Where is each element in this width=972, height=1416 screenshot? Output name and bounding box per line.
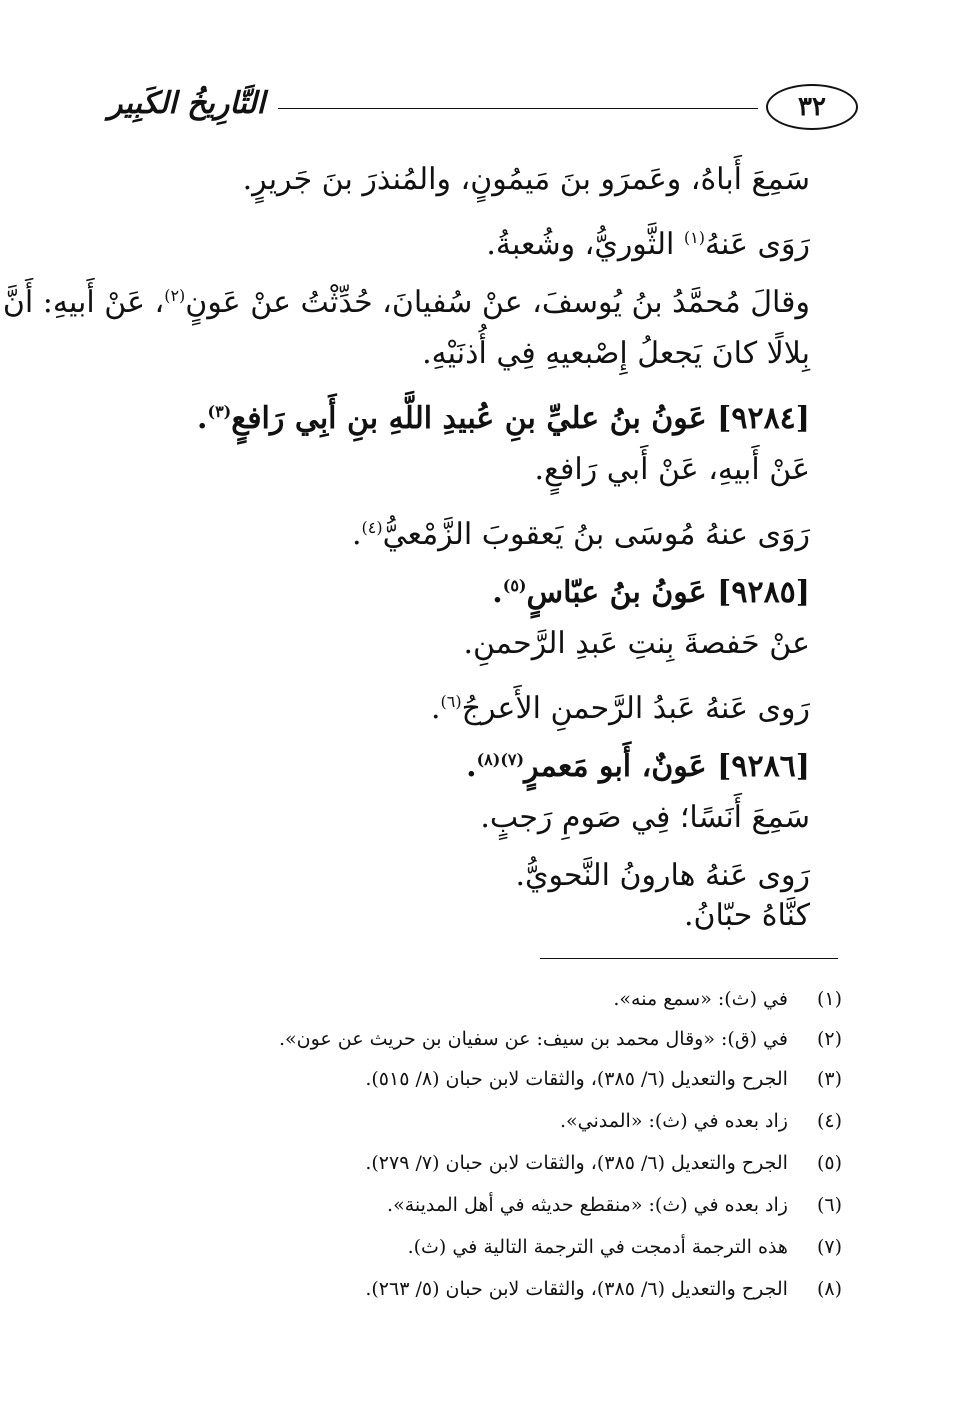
text-line: عنْ حَفصةَ بِنتِ عَبدِ الرَّحمنِ. bbox=[463, 626, 810, 661]
text-line: رَوى عَنهُ عَبدُ الرَّحمنِ الأَعرجُ$^{(٦)}$. bbox=[431, 691, 810, 726]
text-line: عَنْ أَبيهِ، عَنْ أَبي رَافعٍ. bbox=[534, 452, 810, 487]
footnote-ref: (٢) bbox=[164, 286, 186, 305]
footnote: (٥) الجرح والتعديل (٦/ ٣٨٥)، والثقات لابن حبان (٧/ ٢٧٩). bbox=[365, 1152, 842, 1174]
book-title: التَّارِيخُ الكَبِير bbox=[108, 86, 266, 121]
footnote-ref: (١) bbox=[683, 228, 705, 247]
text-line: بِلالًا كانَ يَجعلُ إِصْبعيهِ فِي أُذنَيْهِ. bbox=[422, 336, 810, 371]
header-rule bbox=[278, 108, 758, 109]
text-line: سَمِعَ أَباهُ، وعَمرَو بنَ مَيمُونٍ، والمُنذرَ بنَ جَريرٍ. bbox=[242, 162, 810, 197]
footnote: (٢) في (ق): «وقال محمد بن سيف: عن سفيان بن حريث عن عون». bbox=[278, 1028, 842, 1050]
footnote: (٨) الجرح والتعديل (٦/ ٣٨٥)، والثقات لابن حبان (٥/ ٢٦٣). bbox=[365, 1278, 842, 1300]
footnote: (٣) الجرح والتعديل (٦/ ٣٨٥)، والثقات لابن حبان (٨/ ٥١٥). bbox=[365, 1068, 842, 1090]
entry-heading: [٩٢٨٤] عَونُ بنُ عليِّ بنِ عُبيدِ اللَّهِ بنِ أَبِي رَافعٍ$^{(٣)}$. bbox=[197, 401, 810, 436]
page-number: ٣٢ bbox=[766, 84, 858, 130]
text-line: وقالَ مُحمَّدُ بنُ يُوسفَ، عنْ سُفيانَ، حُدِّثْتُ عنْ عَونٍ$^{(٢)}$، عَنْ أَبيهِ: أَنَّ bbox=[2, 285, 810, 320]
footnote-ref: (٣) bbox=[207, 402, 232, 421]
entry-heading: [٩٢٨٥] عَونُ بنُ عبّاسٍ$^{(٥)}$. bbox=[492, 575, 810, 610]
footnote-ref: (٥) bbox=[502, 576, 527, 595]
text-line: كنَّاهُ حبّانُ. bbox=[683, 898, 810, 933]
text-line: رَوَى عنهُ مُوسَى بنُ يَعقوبَ الزَّمْعيُّ$^{(٤)}$. bbox=[351, 517, 810, 552]
text-line: رَوى عَنهُ هارونُ النَّحويُّ. bbox=[515, 858, 810, 893]
footnote-ref: (٧)(٨) bbox=[476, 750, 525, 769]
page-header bbox=[108, 84, 858, 136]
footnote: (٦) زاد بعده في (ث): «منقطع حديثه في أهل المدينة». bbox=[387, 1194, 842, 1216]
text-line: رَوَى عَنهُ$^{(١)}$ الثَّوريُّ، وشُعبةُ. bbox=[486, 227, 810, 262]
footnote-ref: (٤) bbox=[361, 518, 383, 537]
entry-heading: [٩٢٨٦] عَونٌ، أَبو مَعمرٍ$^{(٧)(٨)}$. bbox=[466, 749, 810, 784]
text-line: سَمِعَ أَنَسًا؛ فِي صَومِ رَجبٍ. bbox=[480, 800, 810, 835]
footnote: (٧) هذه الترجمة أدمجت في الترجمة التالية في (ث). bbox=[407, 1236, 842, 1258]
footnote-separator bbox=[540, 958, 838, 959]
footnote: (١) في (ث): «سمع منه». bbox=[613, 988, 842, 1010]
footnote-ref: (٦) bbox=[440, 692, 462, 711]
footnote: (٤) زاد بعده في (ث): «المدني». bbox=[560, 1110, 842, 1132]
